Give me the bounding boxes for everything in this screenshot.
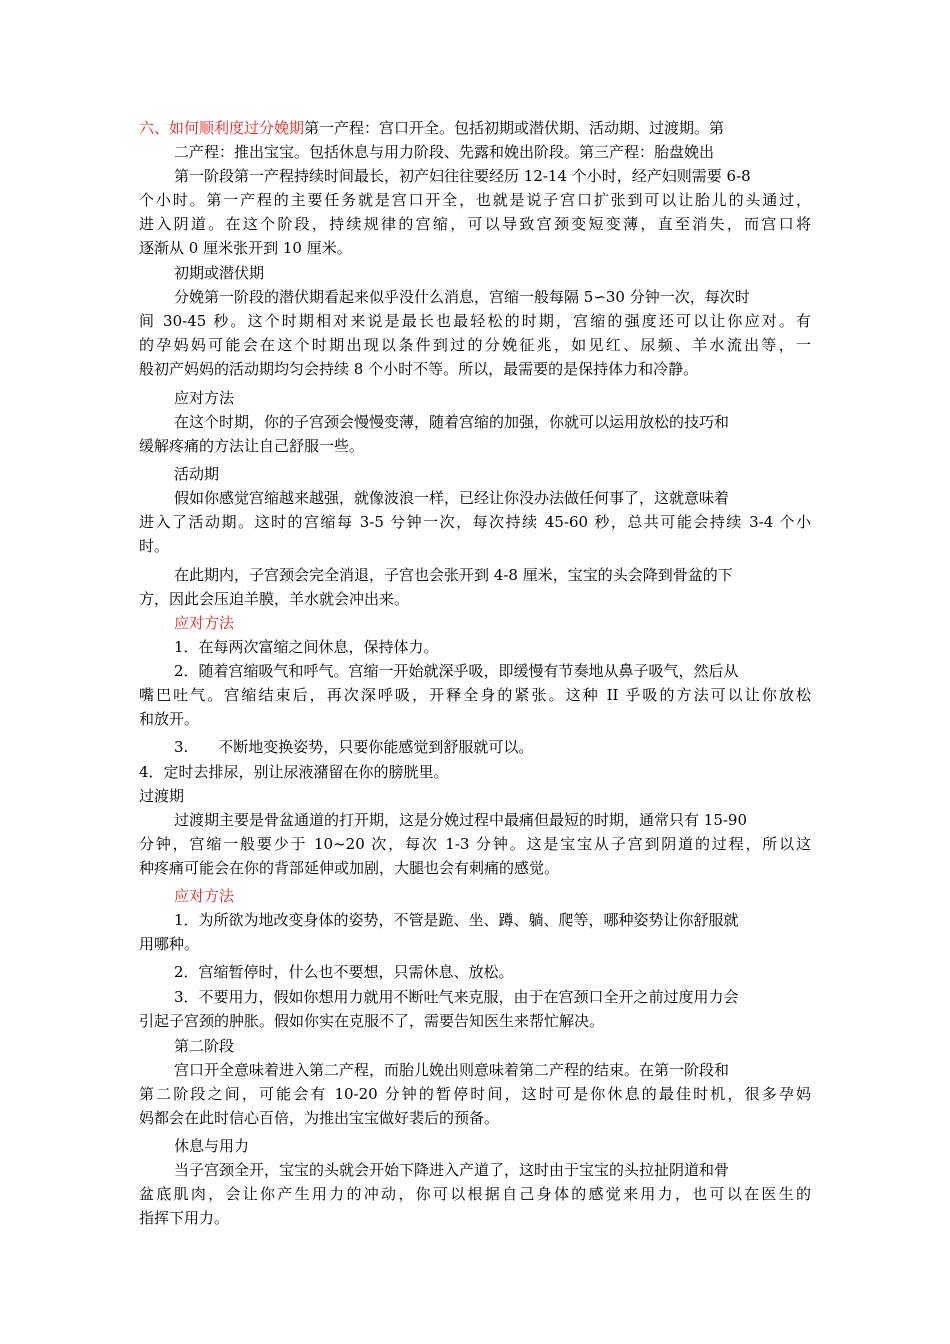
section-heading: 六、如何顺利度过分娩期	[139, 119, 305, 137]
subheading-red: 应对方法	[174, 887, 235, 905]
list-item: 1．在每两次富缩之间休息，保持体力。	[174, 638, 439, 656]
paragraph-line: 进入阴道。在这个阶段，持续规律的宫缩，可以导致宫颈变短变薄，直至消失，而宫口将	[139, 215, 811, 233]
paragraph-line: 在这个时期，你的子宫颈会慢慢变薄，随着宫缩的加强，你就可以运用放松的技巧和	[174, 413, 730, 431]
subheading: 初期或潜伏期	[174, 264, 265, 282]
paragraph-line: 逐渐从 0 厘米张开到 10 厘米。	[139, 239, 352, 257]
paragraph-line: 二产程：推出宝宝。包括休息与用力阶段、先露和娩出阶段。第三产程：胎盘娩出	[174, 143, 715, 161]
list-item: 1．为所欲为地改变身体的姿势，不管是跪、坐、蹲、躺、爬等，哪种姿势让你舒服就	[174, 911, 739, 929]
paragraph-line: 在此期内，子宫颈会完全消退，子宫也会张开到 4-8 厘米，宝宝的头会降到骨盆的下	[174, 566, 733, 584]
list-item: 4．定时去排尿，别让尿液潴留在你的膀胱里。	[139, 763, 449, 781]
paragraph-line: 时。	[139, 537, 170, 555]
paragraph-line: 个小时。第一产程的主要任务就是宫口开全，也就是说子宫口扩张到可以让胎儿的头通过，	[139, 191, 811, 209]
paragraph-line: 妈都会在此时信心百倍，为推出宝宝做好裴后的预备。	[139, 1109, 500, 1127]
paragraph-line: 进入了活动期。这时的宫缩每 3-5 兮钟一次，每次持续 45-60 秒，总共可能会持续 3-4 个小	[139, 513, 811, 531]
paragraph-line: 假如你感觉宫缩越来越强，就像波浪一样，已经让你没办法做任何事了，这就意味着	[174, 489, 730, 507]
list-item: 3．不要用力，假如你想用力就用不断吐气来克服，由于在宫颈口全开之前过度用力会	[174, 988, 739, 1006]
subheading: 第二阶段	[174, 1037, 235, 1055]
paragraph-line: 引起子宫颈的肿胀。假如你实在克服不了，需要告知医生来帮忙解决。	[139, 1012, 605, 1030]
subheading: 活动期	[174, 465, 220, 483]
paragraph-line: 盆底肌肉，会让你产生用力的冲动，你可以根据自己身体的感觉来用力，也可以在医生的	[139, 1185, 811, 1203]
list-item: 2．宫缩暂停时，什么也不要想，只需休息、放松。	[174, 963, 514, 981]
subheading: 休息与用力	[174, 1137, 250, 1155]
paragraph-line: 分钟，宫缩一般要少于 10~20 次，每次 1-3 分钟。这是宝宝从子宫到阴道的过程，所以这	[139, 835, 811, 853]
section-heading-line	[139, 116, 724, 140]
paragraph-line: 第一阶段第一产程持续时间最长，初产妇往往要经历 12-14 个小时，经产妇则需要 6-8	[174, 167, 751, 185]
paragraph-line: 当子宫颈全开，宝宝的头就会开始下降进入产道了，这时由于宝宝的头拉扯阴道和骨	[174, 1161, 730, 1179]
paragraph-line: 和放开。	[139, 710, 200, 728]
subheading: 应对方法	[174, 389, 235, 407]
paragraph-line: 第一产程：宫口开全。包括初期或潜伏期、活动期、过渡期。第	[304, 119, 725, 137]
paragraph-line: 过渡期主要是骨盆通道的打开期，这是分娩过程中最痛但最短的时期，通常只有 15-90	[174, 811, 748, 829]
subheading-red: 应对方法	[174, 614, 235, 632]
paragraph-line: 分娩第一阶段的潜伏期看起来似乎没什么消息，宫缩一般每隔 5∽30 分钟一次，每次时	[174, 288, 750, 306]
paragraph-line: 第二阶段之间，可能会有 10-20 分钟的暂停时间，这时可是你休息的最佳时机，很多孕妈	[139, 1085, 811, 1103]
paragraph-line: 缓解疼痛的方法让自己舒服一些。	[139, 437, 365, 455]
paragraph-line: 间 30-45 秒。这个时期相对来说是最长也最轻松的时期，宫缩的强度还可以让你应对。有	[139, 312, 811, 330]
list-item: 2．随着宫缩吸气和呼气。宫缩一开始就深乎吸，即缓慢有节奏地从鼻子吸气，然后从	[174, 662, 739, 680]
paragraph-line: 用哪种。	[139, 935, 200, 953]
paragraph-line: 嘴巴吐气。宫缩结束后，再次深呼吸，开释全身的紧张。这种 II 乎吸的方法可以让你放松	[139, 686, 811, 704]
paragraph-line: 方，因此会压迫羊膜，羊水就会冲出来。	[139, 590, 410, 608]
paragraph-line: 宫口开全意味着进入第二产程，而胎儿娩出则意味着第二产程的结束。在第一阶段和	[174, 1061, 730, 1079]
paragraph-line: 的孕妈妈可能会在这个时期出现以条件到过的分娩征兆，如见红、尿频、羊水流出等，一	[139, 336, 811, 354]
paragraph-line: 般初产妈妈的活动期均匀会持续 8 个小时不等。所以，最需要的是保持体力和冷静。	[139, 360, 699, 378]
subheading: 过渡期	[139, 787, 185, 805]
paragraph-line: 指挥下用力。	[139, 1209, 230, 1227]
list-item: 3. 不断地变换姿势，只要你能感觉到舒服就可以。	[174, 738, 534, 756]
paragraph-line: 种疼痛可能会在你的背部延伸或加剧，大腿也会有刺痛的感觉。	[139, 859, 560, 877]
